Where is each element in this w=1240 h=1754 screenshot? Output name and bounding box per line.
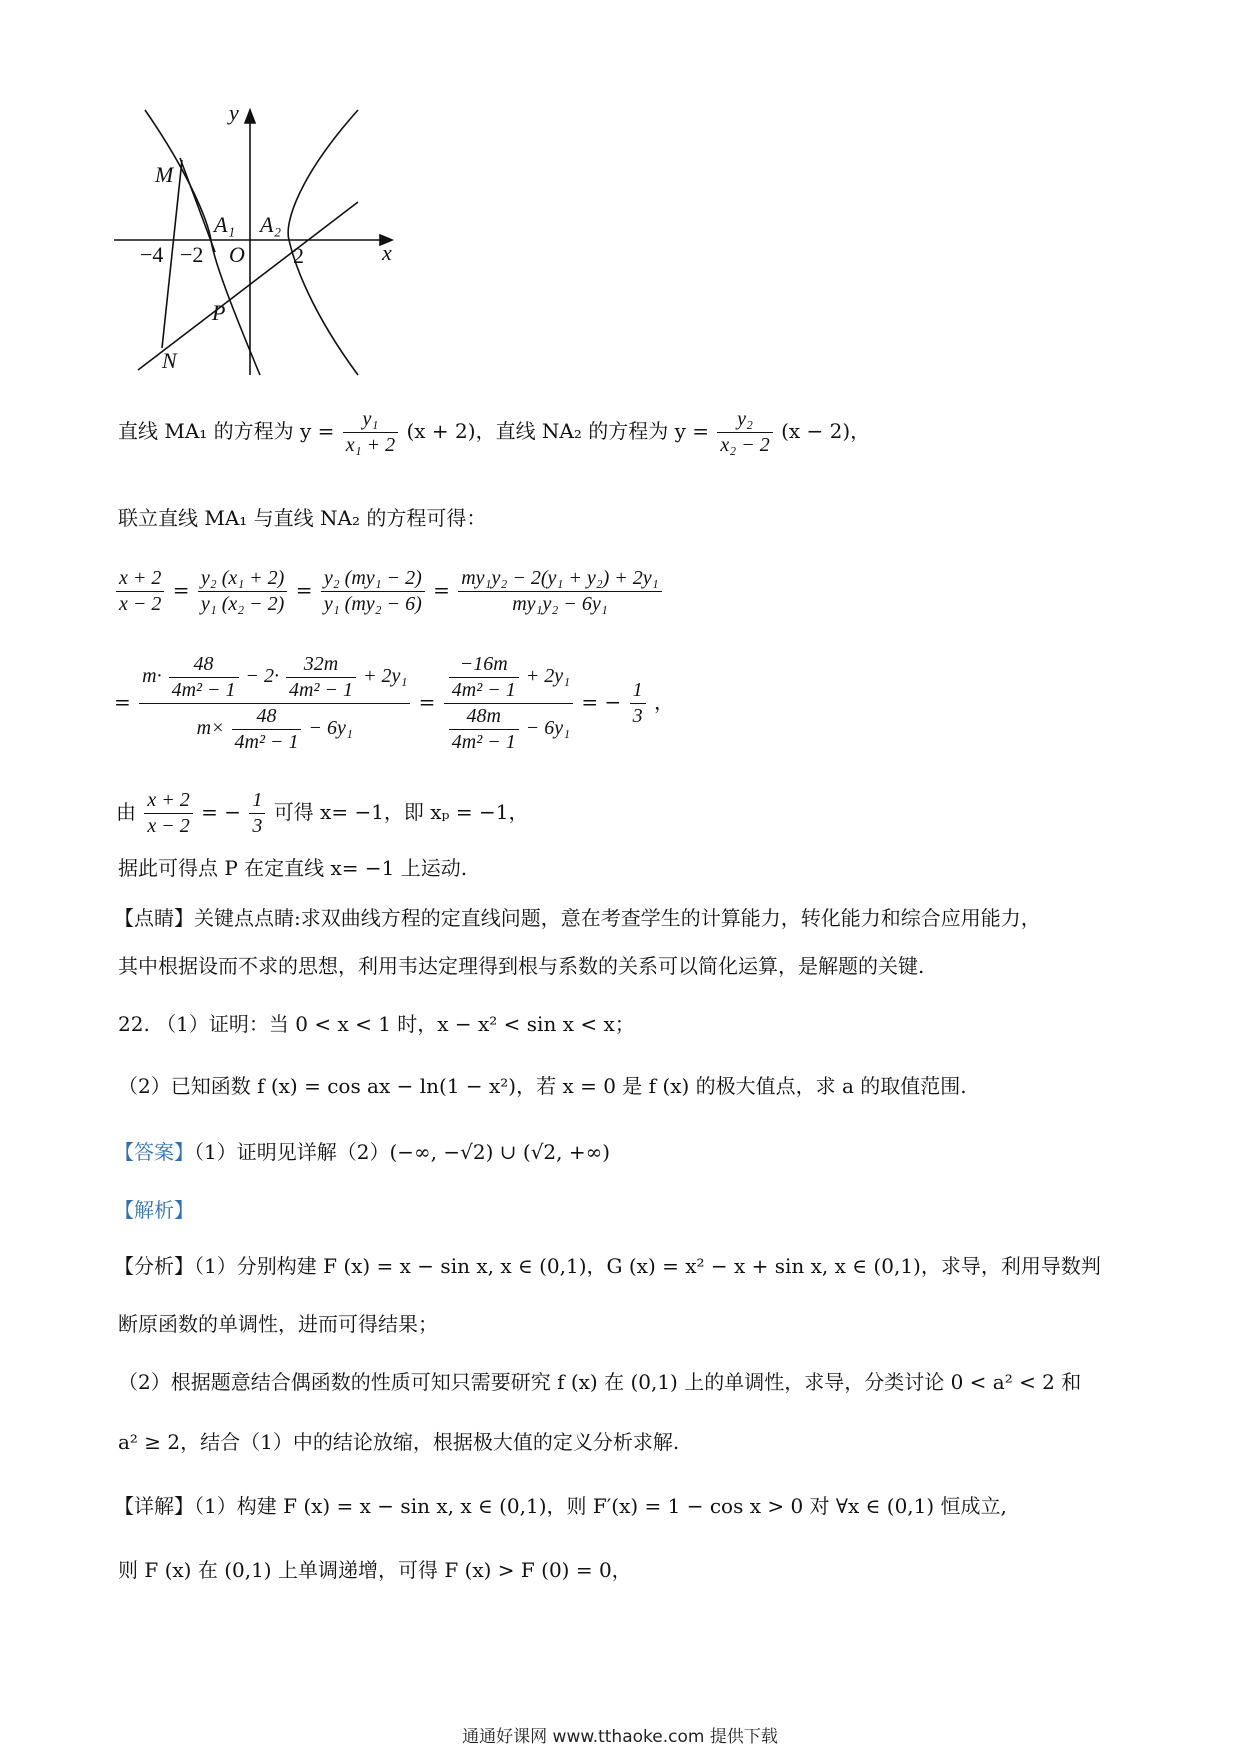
eq2-d-a: m× (196, 717, 225, 740)
line-ma1-na2-equations (118, 407, 870, 458)
eq1-frac-2 (198, 566, 287, 617)
eq2-n-frac-48 (169, 652, 239, 703)
text-line1-c: (x + 2)，直线 NA₂ 的方程为 y = (406, 419, 710, 443)
frac-num (444, 652, 573, 704)
eq2-result-frac (630, 678, 646, 729)
hyperbola-figure (0, 0, 1240, 400)
frac-num: 48 (169, 652, 239, 678)
answer-tag: 【答案】 (114, 1140, 194, 1164)
label-y: y (229, 100, 239, 125)
frac-num: 48 (232, 704, 302, 730)
eq1-frac-4 (458, 566, 661, 617)
label-n: N (162, 348, 177, 373)
frac-num: x + 2 (144, 788, 192, 814)
frac-num: y₁ (343, 407, 398, 433)
frac-den (444, 704, 573, 755)
text-dianjing-1: 【点睛】关键点点睛:求双曲线方程的定直线问题，意在考查学生的计算能力，转化能力和综合应用能力， (114, 906, 1041, 930)
y-axis-arrow (245, 110, 255, 123)
eq2-r-n-tail: + 2y₁ (525, 665, 571, 688)
frac-y2-over-x2m2 (717, 407, 772, 458)
question-22-part-1: 22. （1）证明：当 0 < x < 1 时，x − x² < sin x < x； (118, 1012, 635, 1036)
frac-num: 48m (449, 704, 519, 730)
label-m: M (155, 162, 174, 187)
text-fenxi-4: a² ≥ 2，结合（1）中的结论放缩，根据极大值的定义分析求解. (118, 1430, 680, 1454)
frac-den: x₁ + 2 (345, 434, 396, 456)
frac-den: y₁ (my₂ − 6) (323, 593, 422, 615)
frac-num: y₂ (x₁ + 2) (198, 566, 287, 592)
eq-sign: = (172, 578, 190, 602)
frac-num: 32m (286, 652, 356, 678)
eq2-n-c: − 2· (245, 665, 280, 688)
eq2-d-c: − 6y₁ (308, 717, 353, 740)
frac-den: my₁y₂ − 6y₁ (512, 593, 608, 615)
text-line3-b: = − (201, 800, 241, 824)
tick-minus-2: −2 (180, 242, 204, 267)
text-dianjing-2: 其中根据设而不求的思想，利用韦达定理得到根与系数的关系可以简化运算，是解题的关键. (118, 954, 925, 978)
text-line-lianli: 联立直线 MA₁ 与直线 NA₂ 的方程可得： (118, 506, 487, 530)
frac-den: 3 (252, 815, 263, 837)
text-fenxi-1: 【分析】（1）分别构建 F (x) = x − sin x, x ∈ (0,1)，G (x) = x² − x + sin x, x ∈ (0,1)，求导，利用导数判 (114, 1254, 1101, 1278)
frac-y1-over-x1p2 (343, 407, 398, 458)
label-p: P (212, 300, 226, 325)
label-a1: A₁ (214, 212, 236, 237)
question-22-part-2: （2）已知函数 f (x) = cos ax − ln(1 − x²)，若 x = 0 是 f (x) 的极大值点，求 a 的取值范围. (118, 1074, 967, 1098)
frac-num (139, 652, 410, 704)
frac-den: 4m² − 1 (451, 731, 516, 753)
eq2-r-frac-48m (449, 704, 519, 755)
eq2-r-d-tail: − 6y₁ (525, 717, 571, 740)
eq2-d-frac-48 (232, 704, 302, 755)
frac-den: 4m² − 1 (171, 679, 236, 701)
line-you-kede (116, 788, 529, 839)
tick-minus-4: −4 (140, 242, 164, 267)
text-xiangjie-2: 则 F (x) 在 (0,1) 上单调递增，可得 F (x) > F (0) = 0， (118, 1558, 632, 1582)
frac-num: 1 (630, 678, 646, 704)
eq-sign: = (295, 578, 313, 602)
eq2-big-frac-1 (139, 652, 410, 755)
eq2-n-a: m· (142, 665, 162, 688)
text-line3-c: 可得 x= −1，即 xₚ = −1， (273, 800, 529, 824)
eq-sign: = (418, 690, 436, 714)
frac-den: x₂ − 2 (720, 434, 770, 456)
text-fenxi-3: （2）根据题意结合偶函数的性质可知只需要研究 f (x) 在 (0,1) 上的单调性，求导，分类讨论 0 < a² < 2 和 (118, 1370, 1082, 1394)
frac-num: y₂ (717, 407, 772, 433)
frac-num: my₁y₂ − 2(y₁ + y₂) + 2y₁ (458, 566, 661, 592)
eq2-n-e: + 2y₁ (362, 665, 408, 688)
text-line3-a: 由 (116, 800, 136, 824)
eq-sign: = (114, 690, 131, 714)
label-o: O (229, 242, 245, 267)
frac-den: y₁ (x₂ − 2) (200, 593, 285, 615)
footer-watermark: 通通好课网 www.tthaoke.com 提供下载 (462, 1727, 778, 1747)
frac-num: 1 (249, 788, 265, 814)
answer-line (114, 1140, 610, 1164)
answer-text: （1）证明见详解（2）(−∞, −√2) ∪ (√2, +∞) (194, 1140, 611, 1164)
text-fenxi-2: 断原函数的单调性，进而可得结果； (118, 1312, 438, 1336)
eq2-r-frac-16m (449, 652, 519, 703)
text-line1-a: 直线 MA₁ 的方程为 y = (118, 419, 335, 443)
frac-num: x + 2 (116, 566, 164, 592)
eq1-frac-3 (321, 566, 425, 617)
line3-frac-1 (144, 788, 192, 839)
frac-den: x − 2 (119, 593, 162, 615)
label-a2: A₂ (260, 212, 282, 237)
equation-1 (114, 566, 664, 617)
line3-frac-2 (249, 788, 265, 839)
frac-num: y₂ (my₁ − 2) (321, 566, 425, 592)
frac-den: 4m² − 1 (451, 679, 516, 701)
frac-den: 3 (632, 705, 643, 727)
eq2-result-sign: = − (581, 690, 622, 714)
frac-den: 4m² − 1 (289, 679, 353, 701)
tick-2: 2 (293, 243, 304, 268)
eq2-big-frac-2 (444, 652, 573, 755)
jiexi-tag: 【解析】 (114, 1198, 194, 1222)
frac-den: 4m² − 1 (234, 731, 299, 753)
line-ma1 (180, 158, 215, 252)
frac-num: −16m (449, 652, 519, 678)
text-line-dingzhixian: 据此可得点 P 在定直线 x= −1 上运动. (118, 856, 468, 880)
eq-sign: = (433, 578, 450, 602)
line-mn (162, 160, 182, 348)
eq2-n-frac-32m (286, 652, 356, 703)
text-xiangjie-1: 【详解】（1）构建 F (x) = x − sin x, x ∈ (0,1)，则 F′(x) = 1 − cos x > 0 对 ∀x ∈ (0,1) 恒成立, (114, 1494, 1007, 1518)
text-line1-e: (x − 2)， (781, 419, 871, 443)
frac-den (139, 704, 410, 755)
eq2-result-tail: ， (653, 690, 674, 714)
label-x: x (382, 240, 392, 265)
eq1-frac-1 (116, 566, 164, 617)
equation-2 (114, 652, 674, 755)
frac-den: x − 2 (147, 815, 190, 837)
